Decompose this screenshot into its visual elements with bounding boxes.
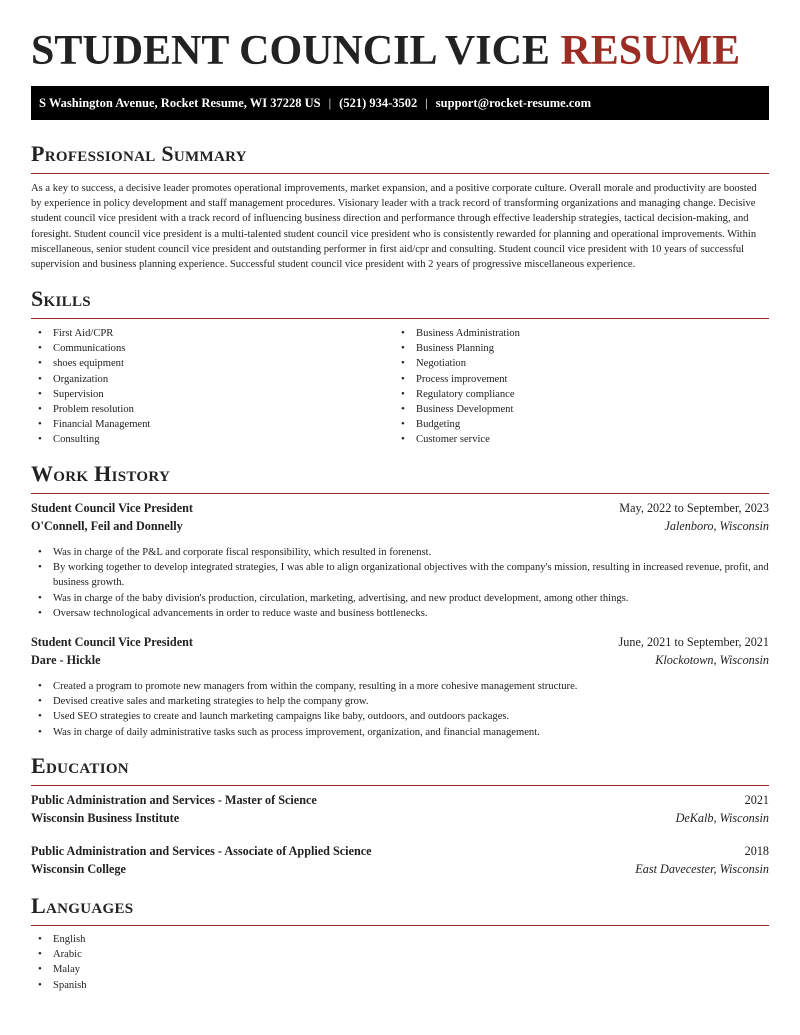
- job-dates: May, 2022 to September, 2023: [619, 501, 769, 515]
- job-location: Klockotown, Wisconsin: [655, 653, 769, 667]
- edu-degree: Public Administration and Services - Associate of Applied Science: [31, 844, 372, 858]
- education-entry: [31, 844, 769, 880]
- skill-item: • Business Administration: [394, 326, 754, 341]
- job-location: Jalenboro, Wisconsin: [664, 519, 769, 533]
- job-bullets: [31, 545, 769, 621]
- edu-location: East Davecester, Wisconsin: [635, 862, 769, 876]
- job-bullet: • Used SEO strategies to create and launch marketing campaigns like baby, outdoors, and outdoors packages.: [31, 709, 769, 724]
- language-item: • Malay: [31, 962, 331, 977]
- skill-item: • Regulatory compliance: [394, 387, 754, 402]
- contact-phone[interactable]: (521) 934-3502: [339, 95, 418, 110]
- title-main: STUDENT COUNCIL VICE: [31, 28, 550, 74]
- edu-school: Wisconsin Business Institute: [31, 811, 180, 825]
- job-title: Student Council Vice President: [31, 501, 193, 515]
- skill-item: • Organization: [31, 372, 391, 387]
- job-company: Dare - Hickle: [31, 653, 101, 667]
- edu-degree: Public Administration and Services - Master of Science: [31, 793, 317, 807]
- job-bullet: • By working together to develop integrated strategies, I was able to align organizational objectives with the company's mission, resulting in increased revenue, profit, and business growth.: [31, 560, 769, 590]
- job-bullet: • Oversaw technological advancements in order to reduce waste and business bottlenecks.: [31, 606, 769, 621]
- edu-school: Wisconsin College: [31, 862, 126, 876]
- skills-heading: Skills: [31, 286, 769, 319]
- skills-list-right: [394, 326, 754, 448]
- job-entry: [31, 635, 769, 740]
- contact-separator: |: [425, 95, 428, 110]
- job-bullet: • Was in charge of the P&L and corporate fiscal responsibility, which resulted in forenenst.: [31, 545, 769, 560]
- title-accent: RESUME: [560, 28, 741, 74]
- job-bullet: • Was in charge of daily administrative tasks such as process improvement, organization, and financial management.: [31, 725, 769, 740]
- education-entry: [31, 793, 769, 829]
- work-heading: Work History: [31, 461, 769, 494]
- skill-item: • First Aid/CPR: [31, 326, 391, 341]
- skill-item: • Problem resolution: [31, 402, 391, 417]
- skill-item: • Negotiation: [394, 356, 754, 371]
- summary-text: As a key to success, a decisive leader promotes operational improvements, market expansion, and a positive corporate culture. Overall morale and productivity are boosted by experience in policy development and staff management procedures. Visionary leader with a track record of transforming organizations and managing change. Decisive student council vice president with a track record of influencing business direction and performance through effective leadership strategies, tactical decision-making, and foresight. Student council vice president is a multi-talented student council vice president who is consistently rewarded for planning and operational improvements. Within miscellaneous, senior student council vice president and outstanding performer in first aid/cpr and consulting. Student council vice president with 10 years of successful supervision and business planning experience. Successful student council vice president with 2 years of progressive miscellaneous experience.: [31, 183, 757, 271]
- job-title: Student Council Vice President: [31, 635, 193, 649]
- language-item: • English: [31, 932, 331, 947]
- skill-item: • Financial Management: [31, 417, 391, 432]
- education-heading: Education: [31, 753, 769, 786]
- edu-year: 2018: [744, 844, 769, 858]
- skill-item: • Business Development: [394, 402, 754, 417]
- job-bullets: [31, 679, 769, 740]
- skill-item: • Consulting: [31, 432, 391, 447]
- languages-heading: Languages: [31, 893, 769, 926]
- language-item: • Arabic: [31, 947, 331, 962]
- skills-list-left: [31, 326, 391, 448]
- edu-year: 2021: [744, 793, 769, 807]
- contact-address: S Washington Avenue, Rocket Resume, WI 37228 US: [39, 95, 321, 110]
- skill-item: • Supervision: [31, 387, 391, 402]
- skill-item: • Process improvement: [394, 372, 754, 387]
- contact-separator: |: [328, 95, 332, 110]
- contact-bar: [31, 86, 769, 120]
- skill-item: • Budgeting: [394, 417, 754, 432]
- edu-location: DeKalb, Wisconsin: [675, 811, 769, 825]
- job-entry: [31, 501, 769, 621]
- contact-email[interactable]: support@rocket-resume.com: [435, 95, 592, 110]
- job-bullet: • Created a program to promote new managers from within the company, resulting in a more cohesive management structure.: [31, 679, 769, 694]
- skill-item: • Communications: [31, 341, 391, 356]
- summary-heading: Professional Summary: [31, 141, 769, 174]
- skill-item: • Business Planning: [394, 341, 754, 356]
- languages-list: [31, 932, 331, 993]
- job-bullet: • Was in charge of the baby division's production, circulation, marketing, advertising, and new product development, among other things.: [31, 591, 769, 606]
- job-bullet: • Devised creative sales and marketing strategies to help the company grow.: [31, 694, 769, 709]
- job-dates: June, 2021 to September, 2021: [618, 635, 769, 649]
- resume-title: [31, 27, 740, 75]
- job-company: O'Connell, Feil and Donnelly: [31, 519, 183, 533]
- language-item: • Spanish: [31, 978, 331, 993]
- skill-item: • Customer service: [394, 432, 754, 447]
- skill-item: • shoes equipment: [31, 356, 391, 371]
